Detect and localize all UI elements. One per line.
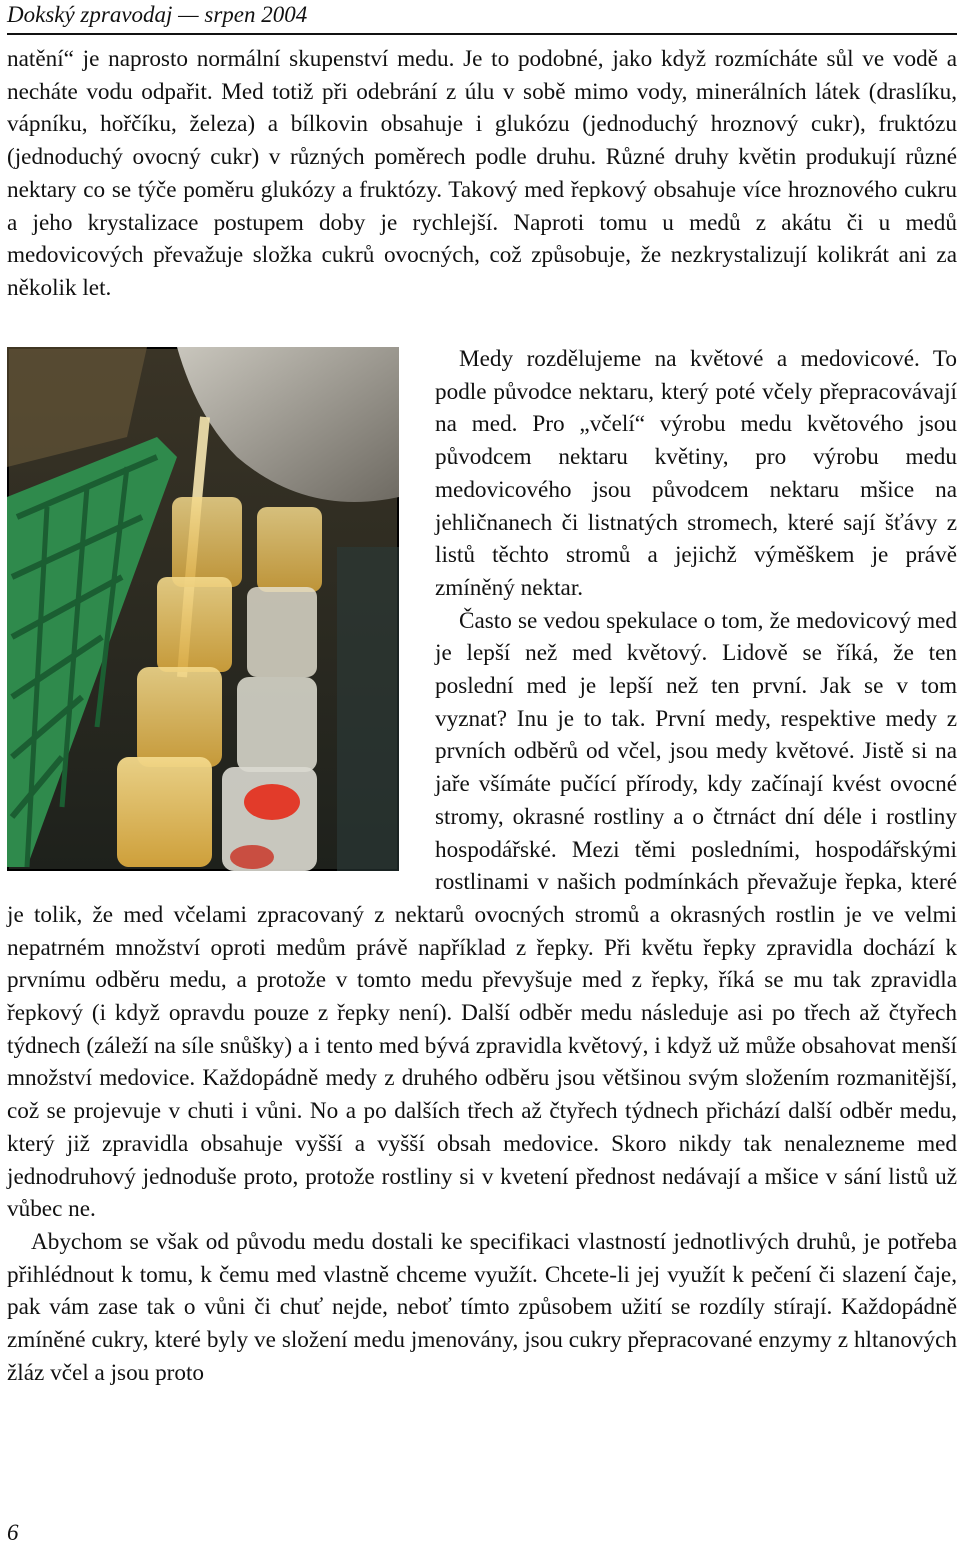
honey-jars-photo <box>7 347 399 871</box>
page-number: 6 <box>7 1520 19 1545</box>
photo-red-lid <box>244 784 300 820</box>
paragraph-4: Abychom se však od původu medu dostali ke specifikaci vlastností jednotlivých druhů, je potřeba přihlédnout k tomu, k čemu med vlastně chceme využít. Chcete-li jej využít k pečení či slazení čaje, pak vám zase tak o vůni či chuť nejde, neboť tímto způsobem užití se rozdíly stírají. Každopádně zmíněné cukry, které byly ve složení medu jmenovány, jsou cukry přepracované enzymy z hltanových žláz včel a jsou proto <box>7 1228 957 1386</box>
paragraph-2: Medy rozdělujeme na květové a medovicové. To podle původce nektaru, který poté včely přepracovávají na med. Pro „včelí“ výrobu medu květového jsou původcem nektaru květiny, pro výrobu medu medovicového jsou původcem nektaru mšice na jehličnanech či listnatých stromech, které sají šťávy z listů těchto stromů a jejichž výměškem je právě zmíněný nektar. <box>435 346 957 601</box>
paragraph-1: natění“ je naprosto normální skupenství medu. Je to podobné, jako když rozmícháte sůl ve vodě a necháte vodu odpařit. Med totiž při odebrání z úlu v sobě mimo vody, minerálních látek (draslíku, vápníku, hořčíku, železa) a bílkovin obsahuje i glukózu (jednoduchý hroznový cukr), fruktózu (jednoduchý ovocný cukr) v různých poměrech podle druhu. Různé druhy květin produkují různé nektary co se týče poměru glukózy a fruktózy. Takový med řepkový obsahuje více hroznového cukru a jeho krystalizace postupem doby je rychlejší. Naproti tomu u medů z akátu či u medů medovicových převažuje složka cukrů ovocných, což způsobuje, že nezkrystalizují kolikrát ani za několik let. <box>7 46 957 301</box>
header-rule <box>7 33 957 35</box>
header-title: Dokský zpravodaj — srpen 2004 <box>7 2 308 27</box>
paragraph-3: Často se vedou spekulace o tom, že medovicový med je lepší než med květový. Lidově se říká, že ten poslední med je lepší než ten první. Jak se v tom vyznat? Inu je to tak. První medy, respektive medy z prvních odběrů od včel, jsou medy květové. Jistě si na jaře všímáte pučící přírody, kdy začínají kvést ovocné stromy, okrasné rostliny a o čtrnáct dní déle i rostliny hospodářské. Mezi těmi posledními, hospodářskými rostlinami v našich podmínkách převažuje řepka, které je tolik, že med včelami zpracovaný z nektarů ovocných stromů a okrasných rostlin je ve velmi nepatrném množství oproti medům právě například z řepky. Při květu řepky zpravidla dochází k prvnímu odběru medu, a protože v tomto medu převyšuje med z řepky, říká se mu tak zpravidla řepkový (i když opravdu pouze z řepky není). Další odběr medu následuje asi po třech až čtyřech týdnech (záleží na síle snůšky) a i tento med bývá zpravidla květový, i když už může obsahovat menší množství medovice. Každopádně medy z druhého odběru jsou většinou svým složením rozmanitější, což se projevuje v chuti i vůni. No a po dalších třech až čtyřech týdnech přichází další odběr medu, který již zpravidla obsahuje vyšší a vyšší obsah medovice. Skoro nikdy tak nenalezneme med jednodruhový jednoduše proto, protože rostliny si v kvetení přednost nedávají a mšice v sání listů už vůbec ne. <box>7 607 957 1223</box>
page-header <box>7 0 955 34</box>
article-body <box>7 343 957 1390</box>
photo-right-shadow <box>337 547 399 871</box>
